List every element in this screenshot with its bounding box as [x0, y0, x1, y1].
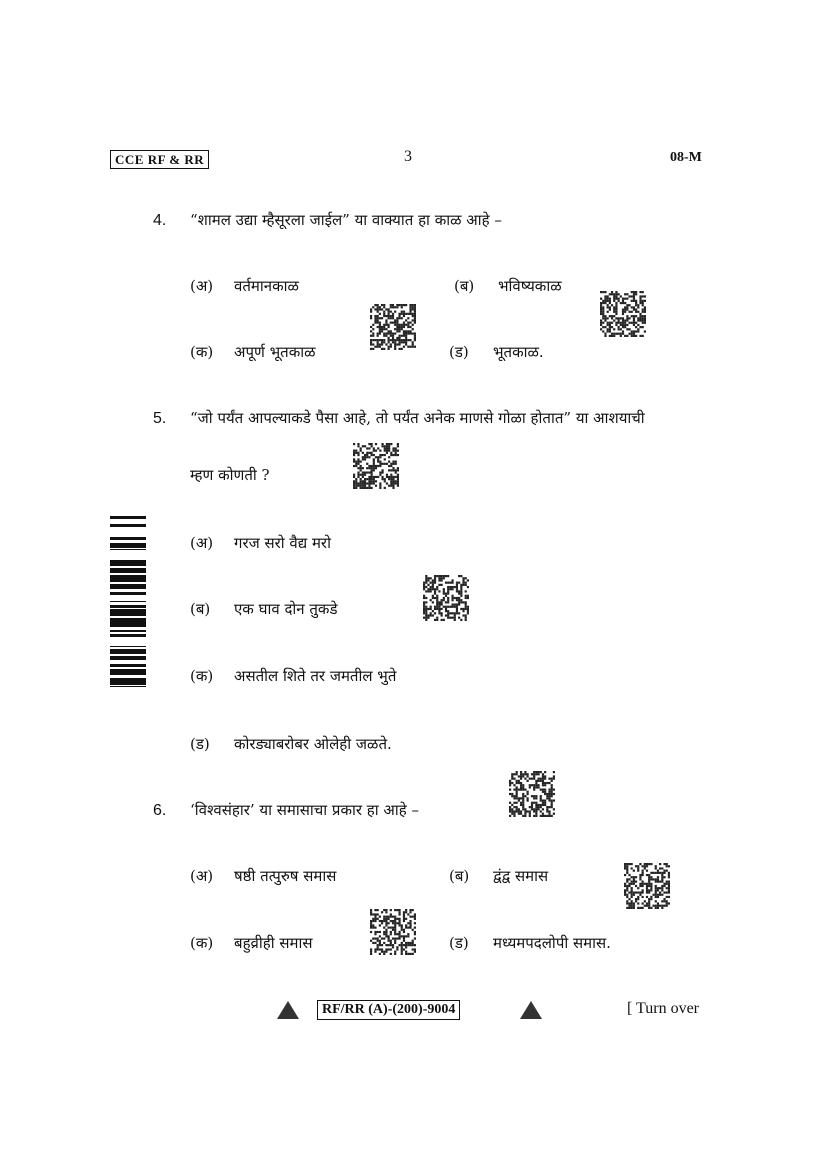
option-text: वर्तमानकाळ — [234, 277, 299, 295]
question-4-text: “शामल उद्या म्हैसूरला जाईल” या वाक्यात हा काळ आहे – — [190, 211, 502, 229]
option-label: (ड) — [449, 343, 469, 361]
option-label: (अ) — [190, 277, 214, 295]
option-label: (ब) — [190, 600, 211, 618]
qr-code-image — [423, 575, 469, 621]
option-label: (अ) — [190, 867, 214, 885]
option-text: कोरड्याबरोबर ओलेही जळते. — [234, 735, 392, 753]
barcode-image — [110, 516, 146, 694]
question-5-text-line1: “जो पर्यंत आपल्याकडे पैसा आहे, तो पर्यंत अनेक माणसे गोळा होतात” या आशयाची — [190, 409, 645, 427]
question-5-number: 5. — [153, 410, 167, 427]
option-text: द्वंद्व समास — [493, 867, 549, 885]
option-text: मध्यमपदलोपी समास. — [493, 934, 611, 952]
qr-code-image — [370, 909, 416, 955]
option-label: (ड) — [449, 934, 469, 952]
question-4-number: 4. — [153, 212, 167, 229]
option-text: एक घाव दोन तुकडे — [234, 600, 338, 618]
q4-option-c[interactable] — [190, 342, 316, 362]
header-exam-code: CCE RF & RR — [110, 150, 209, 169]
option-label: (क) — [190, 667, 214, 685]
question-5-text-line2: म्हण कोणती ? — [190, 466, 270, 484]
qr-code-image — [600, 291, 646, 337]
q6-option-d[interactable] — [449, 933, 611, 953]
qr-code-image — [353, 443, 399, 489]
paper-code: 08-M — [670, 150, 702, 165]
option-text: भूतकाळ. — [493, 343, 544, 361]
turn-over-label: [ Turn over — [627, 1000, 700, 1017]
option-text: असतील शिते तर जमतील भुते — [234, 667, 397, 685]
qr-code-image — [624, 863, 670, 909]
q4-option-b[interactable] — [454, 276, 562, 296]
q6-option-c[interactable] — [190, 933, 313, 953]
option-text: भविष्यकाळ — [498, 277, 562, 295]
q5-option-d[interactable] — [190, 734, 392, 754]
triangle-marker-icon — [277, 1001, 299, 1019]
q6-option-a[interactable] — [190, 866, 336, 886]
question-6-number: 6. — [153, 802, 167, 819]
option-text: षष्ठी तत्पुरुष समास — [234, 867, 337, 885]
option-label: (ब) — [449, 867, 470, 885]
option-text: बहुव्रीही समास — [234, 934, 313, 952]
q6-option-b[interactable] — [449, 866, 548, 886]
q4-option-a[interactable] — [190, 276, 299, 296]
q5-option-a[interactable] — [190, 533, 331, 553]
page-number: 3 — [404, 148, 412, 165]
q5-option-b[interactable] — [190, 599, 337, 619]
qr-code-image — [509, 771, 555, 817]
booklet-code: RF/RR (A)-(200)-9004 — [317, 1000, 460, 1020]
q4-option-d[interactable] — [449, 342, 544, 362]
option-label: (ड) — [190, 735, 210, 753]
triangle-marker-icon — [520, 1001, 542, 1019]
q5-option-c[interactable] — [190, 666, 396, 686]
option-label: (अ) — [190, 534, 214, 552]
option-label: (क) — [190, 934, 214, 952]
option-label: (क) — [190, 343, 214, 361]
option-text: अपूर्ण भूतकाळ — [234, 343, 316, 361]
option-label: (ब) — [454, 277, 475, 295]
question-6-text: ‘विश्वसंहार’ या समासाचा प्रकार हा आहे – — [190, 801, 419, 819]
option-text: गरज सरो वैद्य मरो — [234, 534, 331, 552]
qr-code-image — [370, 304, 416, 350]
